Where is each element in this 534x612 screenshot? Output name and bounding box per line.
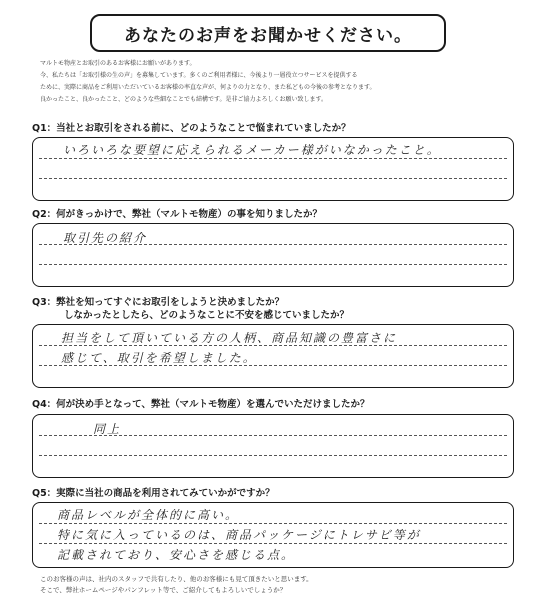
answer-3-line-2: 感じて、取引を希望しました。 (61, 351, 257, 365)
answer-4-line-1: 同上 (93, 422, 122, 436)
answer-2-line-1: 取引先の紹介 (63, 231, 148, 245)
answer-1-line-1: いろいろな要望に応えられるメーカー様がいなかったこと。 (63, 143, 441, 157)
question-1: Q1：当社とお取引をされる前に、どのようなことで悩まれていましたか？ (32, 123, 351, 134)
intro-line: ために、実際に商品をご利用いただいているお客様の率直な声が、何よりの力となり、また私どもの今後の参考となります。 (40, 84, 376, 91)
intro-text (40, 58, 510, 106)
intro-line: 良かったこと、良かったこと、どのような些細なことでも結構です。是非ご協力よろしくお願い致します。 (40, 96, 328, 103)
answer-box-3 (32, 324, 514, 388)
answer-box-2 (32, 223, 514, 287)
question-2: Q2：何がきっかけで、弊社（マルトモ物産）の事を知りましたか？ (32, 209, 322, 220)
answer-5-line-1: 商品レベルが全体的に高い。 (57, 508, 240, 522)
question-4: Q4：何が決め手となって、弊社（マルトモ物産）を選んでいただけましたか？ (32, 399, 370, 410)
question-3-sub: しなかったとしたら、どのようなことに不安を感じていましたか？ (64, 310, 350, 321)
question-3: Q3：弊社を知ってすぐにお取引をしようと決めましたか？ (32, 297, 285, 308)
answer-box-5 (32, 502, 514, 568)
question-5: Q5：実際に当社の商品を利用されてみていかがですか？ (32, 488, 275, 499)
answer-3-line-1: 担当をして頂いている方の人柄、商品知識の豊富さに (61, 331, 398, 345)
answer-5-line-3: 記載されており、安心さを感じる点。 (57, 548, 296, 562)
footer-line: このお客様の声は、社内のスタッフで共有したり、他のお客様にも見て頂きたいと思います。 (40, 575, 313, 583)
answer-box-4 (32, 414, 514, 478)
page-title: あなたのお声をお聞かせください。 (90, 14, 446, 52)
answer-5-line-2: 特に気に入っているのは、商品パッケージにトレサビ等が (57, 528, 421, 542)
footer-text (40, 574, 510, 596)
footer-line: そこで、弊社ホームページやパンフレット等で、ご紹介してもよろしいでしょうか？ (40, 586, 287, 594)
intro-line: 今、私たちは「お取引様の生の声」を募集しています。多くのご利用者様に、今後より一層役立つサービスを提供する (40, 72, 358, 79)
intro-line: マルトモ物産とお取引のあるお客様にお願いがあります。 (40, 60, 196, 67)
answer-box-1 (32, 137, 514, 201)
